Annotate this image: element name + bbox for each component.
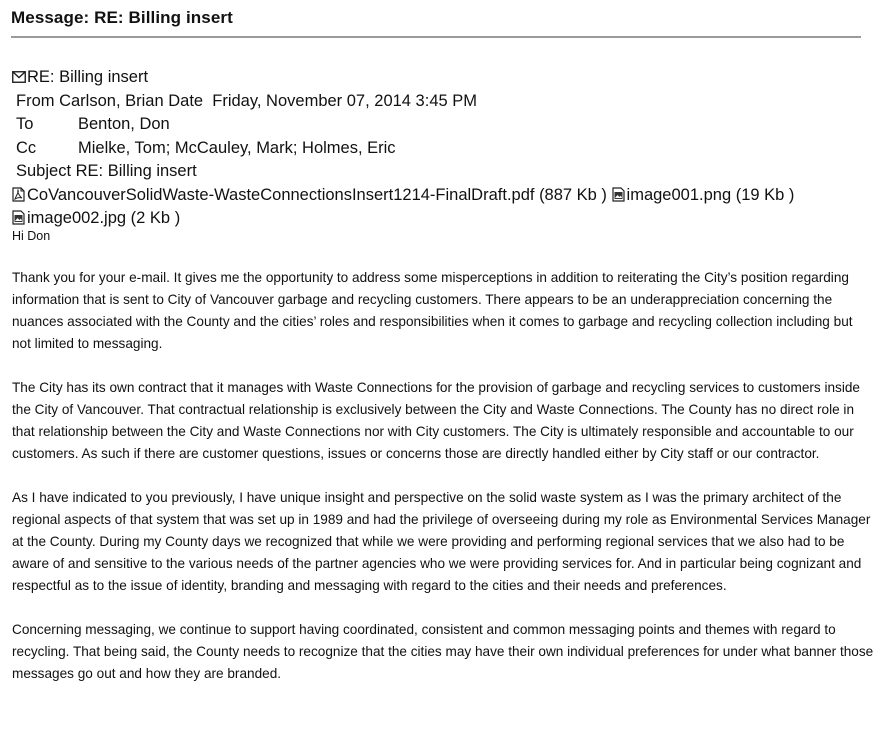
cc-value[interactable]: Mielke, Tom; McCauley, Mark; Holmes, Eric — [78, 138, 396, 157]
subject-label: Subject — [16, 162, 72, 180]
attachment-size: (887 Kb ) — [539, 185, 607, 204]
greeting: Hi Don — [12, 229, 51, 243]
date-value: Friday, November 07, 2014 3:45 PM — [212, 91, 478, 110]
date-label: Date — [168, 91, 204, 110]
attachments-row — [12, 207, 794, 231]
message-subject-text: RE: Billing insert — [27, 68, 149, 86]
title-divider — [11, 36, 861, 38]
from-value[interactable]: Carlson, Brian — [59, 91, 164, 110]
image-file-icon — [12, 210, 25, 225]
attachment-name: CoVancouverSolidWaste-WasteConnectionsInsert1214-FinalDraft.pdf — [27, 185, 535, 204]
to-row — [12, 113, 794, 137]
pdf-file-icon — [12, 187, 25, 202]
body-paragraph: As I have indicated to you previously, I have unique insight and perspective on the solid waste system as I was the primary architect of the regional aspects of that system that was set up in 1989 and had the privilege of overseeing during my role as Environmental Services Manager at the County. During my County days we recognized that while we were providing and performing regional services that we also had to be aware of and sensitive to the various needs of the partner agencies who we were providing services for. And in particular being cognizant and respectful as to the issue of identity, branding and messaging with regard to the cities and their needs and preferences. — [12, 490, 871, 593]
attachments-row — [12, 184, 794, 208]
cc-row — [12, 137, 794, 161]
subject-value: RE: Billing insert — [75, 162, 197, 180]
subject-row — [12, 160, 794, 184]
message-body — [12, 267, 874, 707]
attachment-item[interactable] — [612, 186, 795, 204]
to-label: To — [16, 115, 34, 133]
message-subject-line — [12, 66, 794, 90]
from-label: From — [16, 91, 55, 110]
page-title: Message: RE: Billing insert — [11, 8, 233, 27]
attachment-size: (19 Kb ) — [735, 185, 795, 204]
attachment-item[interactable] — [12, 209, 180, 227]
cc-label: Cc — [16, 138, 37, 157]
attachment-size: (2 Kb ) — [130, 209, 181, 227]
message-header — [12, 66, 794, 231]
body-paragraph: Concerning messaging, we continue to support having coordinated, consistent and common messaging points and themes with regard to recycling. That being said, the County needs to recognize that the cities may have their own individual preferences for under what banner those messages go out and how they are branded. — [12, 622, 874, 681]
envelope-icon — [12, 71, 26, 83]
attachment-item[interactable] — [12, 186, 612, 204]
to-value[interactable]: Benton, Don — [78, 115, 170, 133]
body-paragraph: Thank you for your e-mail. It gives me the opportunity to address some misperceptions in addition to reiterating the City’s position regarding information that is sent to City of Vancouver garbage and recycling customers. There appears to be an underappreciation concerning the nuances associated with the County and the cities’ roles and responsibilities when it comes to garbage and recycling collection including but not limited to messaging. — [12, 270, 853, 351]
body-paragraph: The City has its own contract that it manages with Waste Connections for the provision of garbage and recycling services to customers inside the City of Vancouver. That contractual relationship is exclusively between the City and Waste Connections. The County has no direct role in that relationship between the City and Waste Connections nor with City customers. The City is ultimately responsible and accountable to our customers. As such if there are customer questions, issues or concerns those are directly handled either by City staff or our contractor. — [12, 380, 860, 461]
from-date-row — [12, 90, 794, 114]
attachment-name: image002.jpg — [27, 209, 127, 227]
image-file-icon — [612, 187, 625, 202]
attachment-name: image001.png — [626, 185, 732, 204]
